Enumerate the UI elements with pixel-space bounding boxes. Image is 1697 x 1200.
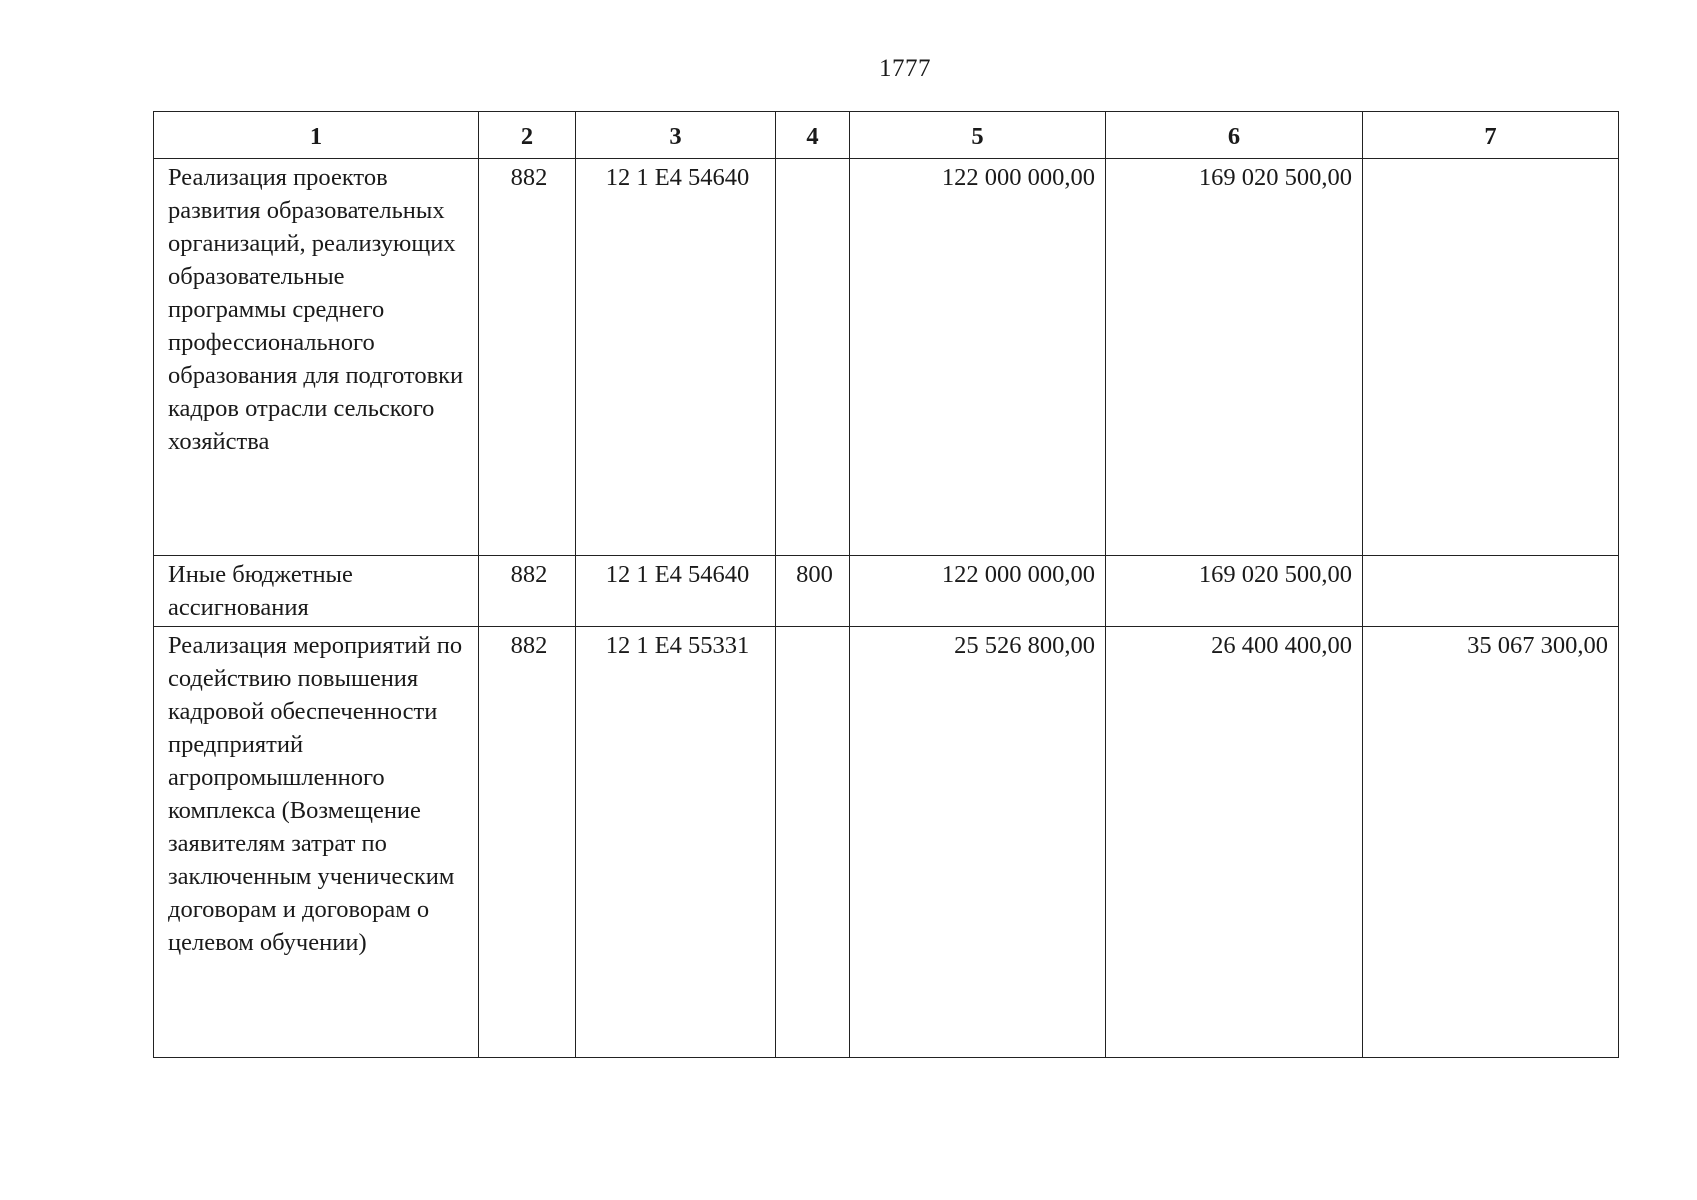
- row-sum-2-cell: 169 020 500,00: [1106, 556, 1363, 627]
- row-name-cell: Реализация проектов развития образовательных организаций, реализующих образовательные программы среднего профессионального образования для подготовки кадров отрасли сельского хозяйства: [154, 159, 479, 556]
- table-row: [154, 627, 1619, 1058]
- row-sum-2-cell: 169 020 500,00: [1106, 159, 1363, 556]
- row-name-cell: Иные бюджетные ассигнования: [154, 556, 479, 627]
- row-target-cell: 12 1 E4 54640: [576, 556, 776, 627]
- column-header-2: 2: [479, 112, 576, 159]
- column-header-4: 4: [776, 112, 850, 159]
- row-sum-3-cell: [1363, 556, 1619, 627]
- row-sum-3-cell: 35 067 300,00: [1363, 627, 1619, 1058]
- row-type-cell: [776, 159, 850, 556]
- column-header-3: 3: [576, 112, 776, 159]
- header-row: [154, 112, 1619, 159]
- column-header-5: 5: [850, 112, 1106, 159]
- column-header-7: 7: [1363, 112, 1619, 159]
- row-sum-3-cell: [1363, 159, 1619, 556]
- row-name-cell: Реализация мероприятий по содействию повышения кадровой обеспеченности предприятий агропромышленного комплекса (Возмещение заявителям затрат по заключенным ученическим договорам и договорам о целевом обучении): [154, 627, 479, 1058]
- row-sum-1-cell: 122 000 000,00: [850, 159, 1106, 556]
- row-target-cell: 12 1 E4 55331: [576, 627, 776, 1058]
- column-header-1: 1: [154, 112, 479, 159]
- page-number: 1777: [879, 55, 931, 82]
- row-sum-1-cell: 122 000 000,00: [850, 556, 1106, 627]
- row-sum-2-cell: 26 400 400,00: [1106, 627, 1363, 1058]
- row-code-cell: 882: [479, 556, 576, 627]
- column-header-6: 6: [1106, 112, 1363, 159]
- table-row: [154, 556, 1619, 627]
- row-type-cell: [776, 627, 850, 1058]
- table-row: [154, 159, 1619, 556]
- row-type-cell: 800: [776, 556, 850, 627]
- row-sum-1-cell: 25 526 800,00: [850, 627, 1106, 1058]
- row-code-cell: 882: [479, 159, 576, 556]
- budget-table: [153, 111, 1619, 1058]
- row-target-cell: 12 1 E4 54640: [576, 159, 776, 556]
- row-code-cell: 882: [479, 627, 576, 1058]
